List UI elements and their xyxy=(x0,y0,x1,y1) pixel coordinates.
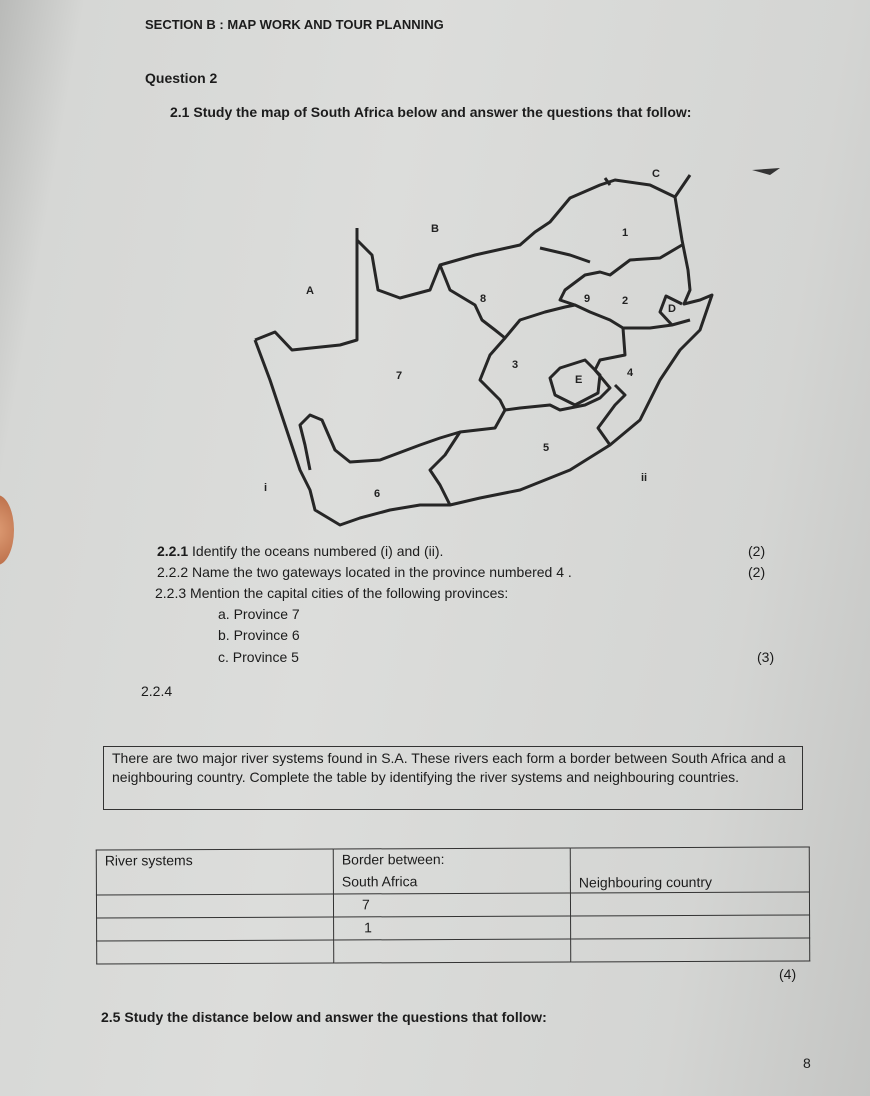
map-label-a: A xyxy=(306,285,314,297)
river-cell[interactable] xyxy=(96,894,333,918)
map-label-1: 1 xyxy=(622,227,629,239)
south-africa-map xyxy=(0,0,870,540)
question-label: Question 2 xyxy=(145,70,218,86)
map-label-ii: ii xyxy=(641,472,648,484)
map-label-2: 2 xyxy=(622,295,629,307)
province-item: a. Province 7 xyxy=(218,606,300,622)
marks-2-2-3: (3) xyxy=(757,649,775,665)
map-label-c: C xyxy=(652,168,660,180)
province-item: b. Province 6 xyxy=(218,627,300,643)
map-label-i: i xyxy=(264,482,268,494)
province-item: c. Province 5 xyxy=(218,649,299,665)
header-river-systems: River systems xyxy=(96,849,333,895)
section-title: SECTION B : MAP WORK AND TOUR PLANNING xyxy=(145,17,444,32)
country-cell[interactable] xyxy=(570,892,809,916)
map-labels xyxy=(264,168,676,500)
map-label-9: 9 xyxy=(584,293,591,305)
map-label-7: 7 xyxy=(396,370,403,382)
map-label-e: E xyxy=(575,374,583,386)
map-label-5: 5 xyxy=(543,442,550,454)
province-cell: 7 xyxy=(333,893,570,917)
map-label-8: 8 xyxy=(480,293,487,305)
header-neighbouring-country: Neighbouring country xyxy=(570,847,809,893)
map-label-3: 3 xyxy=(512,359,519,371)
map-label-d: D xyxy=(668,303,676,315)
table-row xyxy=(96,892,809,918)
question-2-2-4: 2.2.4 xyxy=(141,683,173,699)
map-label-6: 6 xyxy=(374,488,381,500)
marks-2-2-1: (2) xyxy=(748,543,766,559)
header-south-africa: South Africa xyxy=(333,870,570,894)
question-2-2-2: 2.2.2 Name the two gateways located in the province numbered 4 . xyxy=(157,564,572,580)
question-2-2-3: 2.2.3 Mention the capital cities of the following provinces: xyxy=(155,585,509,601)
country-cell[interactable] xyxy=(571,915,810,939)
marks-table: (4) xyxy=(779,966,797,982)
province-cell: 1 xyxy=(334,916,571,940)
question-2-1: 2.1 Study the map of South Africa below and answer the questions that follow: xyxy=(170,104,692,120)
country-cell[interactable] xyxy=(571,938,810,962)
header-border-between: Border between: xyxy=(333,848,570,872)
instruction-box: There are two major river systems found in S.A. These rivers each form a border between South Africa and a neighbouring country. Complete the table by identifying the river systems and neighbouring countries. xyxy=(103,746,803,810)
map-label-4: 4 xyxy=(627,367,634,379)
question-2-5: 2.5 Study the distance below and answer the questions that follow: xyxy=(101,1009,547,1025)
marks-2-2-2: (2) xyxy=(748,564,766,580)
question-2-2-1: 2.2.1 Identify the oceans numbered (i) and (ii). xyxy=(157,543,444,559)
river-cell[interactable] xyxy=(97,917,334,941)
table-row xyxy=(97,915,810,941)
river-cell[interactable] xyxy=(97,940,334,964)
map-label-b: B xyxy=(431,223,439,235)
province-cell xyxy=(334,939,571,963)
page-number: 8 xyxy=(803,1055,811,1071)
river-systems-table xyxy=(96,846,810,964)
table-row xyxy=(97,938,810,964)
